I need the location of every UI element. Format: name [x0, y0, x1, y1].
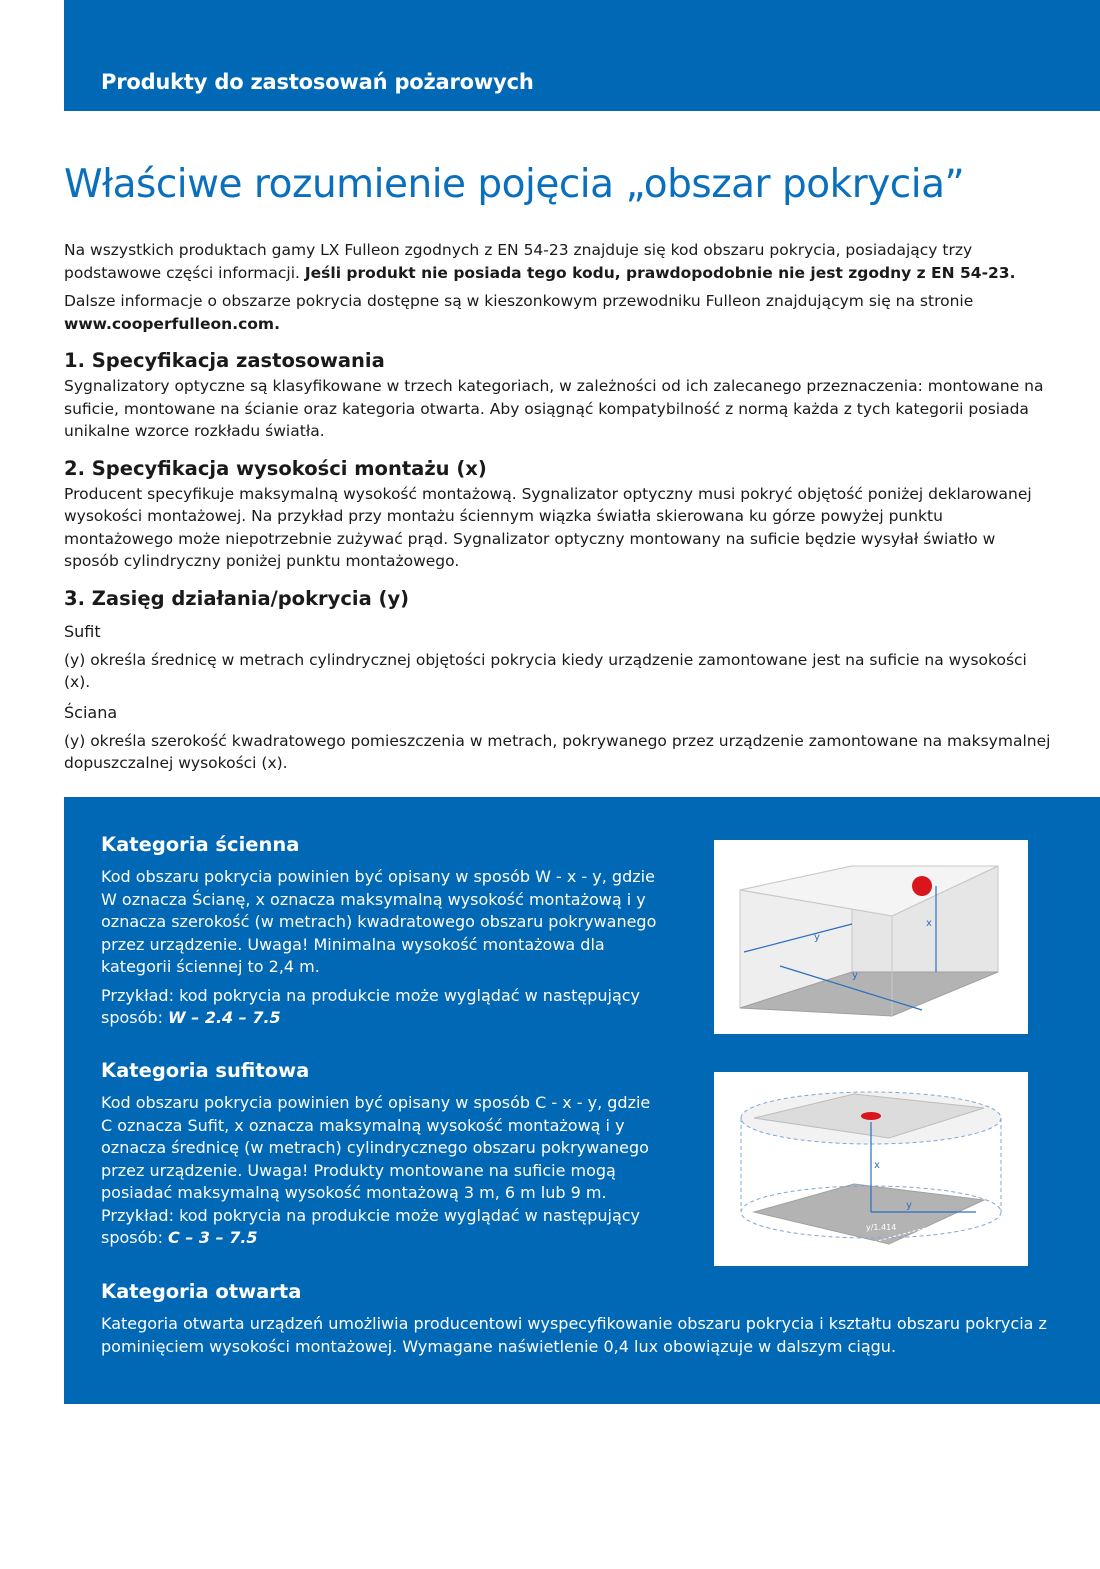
website-link[interactable]: www.cooperfulleon.com. — [64, 314, 280, 333]
wall-example-code: W – 2.4 – 7.5 — [168, 1008, 281, 1027]
intro-paragraph-2 — [64, 290, 1054, 335]
section-heading-height: 2. Specyfikacja wysokości montażu (x) — [64, 456, 487, 480]
wall-category-text — [101, 866, 661, 1030]
ceiling-beacon-icon — [861, 1112, 881, 1120]
section-body-height: Producent specyfikuje maksymalną wysokość montażową. Sygnalizator optyczny musi pokryć objętość poniżej deklarowanej wysokości montażowej. Na przykład przy montażu ściennym wiązka światła skierowana ku górze powyżej punktu montażowego może niepotrzebnie zużywać prąd. Sygnalizator optyczny montowany na suficie będzie wysyłał światło w sposób cylindryczny poniżej punktu montażowego. — [64, 484, 1032, 570]
subheading-ceiling: Sufit — [64, 621, 101, 641]
open-category-title: Kategoria otwarta — [101, 1280, 302, 1303]
ceiling-category-paragraph — [101, 1092, 661, 1250]
intro-bold-warning: Jeśli produkt nie posiada tego kodu, prawdopodobnie nie jest zgodny z EN 54-23. — [304, 263, 1016, 282]
ceiling-category-text — [101, 1092, 661, 1250]
subbody-wall: (y) określa szerokość kwadratowego pomieszczenia w metrach, pokrywanego przez urządzenie zamontowane na maksymalnej dopuszczalnej wysokości (x). — [64, 731, 1051, 772]
ceiling-category-body: Kod obszaru pokrycia powinien być opisany w sposób C - x - y, gdzie C oznacza Sufit, x oznacza maksymalną wysokość montażową i y oznacza średnicę (w metrach) cylindrycznego obszaru pokrywanego przez urządzenie. Uwaga! Produkty montowane na suficie mogą posiadać maksymalną wysokość montażową 3 m, 6 m lub 9 m. Przykład: kod pokrycia na produkcie może wyglądać w następujący sposób: — [101, 1093, 651, 1247]
main-content — [64, 239, 1054, 775]
section-heading-application: 1. Specyfikacja zastosowania — [64, 349, 385, 372]
open-category-body: Kategoria otwarta urządzeń umożliwia producentowi wyspecyfikowanie obszaru pokrycia i kształtu obszaru pokrycia z pominięciem wysokości montażowej. Wymagane naświetlenie 0,4 lux obowiązuje w dalszym ciągu. — [101, 1314, 1047, 1356]
ceiling-example-code: C – 3 – 7.5 — [168, 1228, 258, 1247]
wall-example-text: Przykład: kod pokrycia na produkcie może wyglądać w następujący sposób: — [101, 985, 641, 1027]
ceiling-room-illustration — [714, 1072, 1028, 1266]
y-dimension-label: y — [906, 1200, 912, 1211]
wall-category-title: Kategoria ścienna — [101, 833, 300, 856]
wall-room-illustration — [714, 840, 1028, 1034]
diagonal-dimension-label: y/1.414 — [866, 1223, 897, 1232]
intro-more-info-text: Dalsze informacje o obszarze pokrycia dostępne są w kieszonkowym przewodniku Fulleon znajdującym się na stronie — [64, 292, 974, 310]
wall-category-body: Kod obszaru pokrycia powinien być opisany w sposób W - x - y, gdzie W oznacza Ścianę, x oznacza maksymalną wysokość montażową i y oznacza szerokość (w metrach) kwadratowego obszaru pokrywanego przez urządzenie. Uwaga! Minimalna wysokość montażowa dla kategorii ściennej to 2,4 m. — [101, 867, 657, 976]
floor-square — [754, 1184, 984, 1244]
y-floor-dimension-label: y — [852, 970, 858, 981]
open-category-text — [101, 1313, 1061, 1358]
header-title: Produkty do zastosowań pożarowych — [101, 70, 534, 94]
page-title: Właściwe rozumienie pojęcia „obszar pokrycia” — [64, 162, 965, 207]
section-body-application: Sygnalizatory optyczne są klasyfikowane w trzech kategoriach, w zależności od ich zalecanego przeznaczenia: montowane na suficie, montowane na ścianie oraz kategoria otwarta. Aby osiągnąć kompatybilność z normą każda z tych kategorii posiada unikalne wzorce rozkładu światła. — [64, 377, 1044, 440]
ceiling-diagram — [714, 1072, 1028, 1266]
wall-example — [101, 985, 661, 1030]
wall-beacon-icon — [912, 876, 932, 896]
subheading-wall: Ściana — [64, 702, 118, 722]
y-back-dimension-label: y — [814, 932, 820, 943]
x-dimension-label: x — [926, 918, 932, 929]
intro-text: Na wszystkich produktach gamy LX Fulleon zgodnych z EN 54-23 znajduje się kod obszaru pokrycia, posiadający trzy podstawowe części informacji. — [64, 241, 973, 282]
categories-panel — [64, 797, 1100, 1404]
intro-paragraph — [64, 239, 1054, 284]
subbody-ceiling: (y) określa średnicę w metrach cylindrycznej objętości pokrycia kiedy urządzenie zamontowane jest na suficie na wysokości (x). — [64, 650, 1027, 691]
wall-diagram — [714, 840, 1028, 1034]
ceiling-category-title: Kategoria sufitowa — [101, 1059, 310, 1082]
section-heading-coverage: 3. Zasięg działania/pokrycia (y) — [64, 586, 410, 610]
header-bar — [64, 0, 1100, 111]
x-dimension-label: x — [874, 1160, 880, 1171]
